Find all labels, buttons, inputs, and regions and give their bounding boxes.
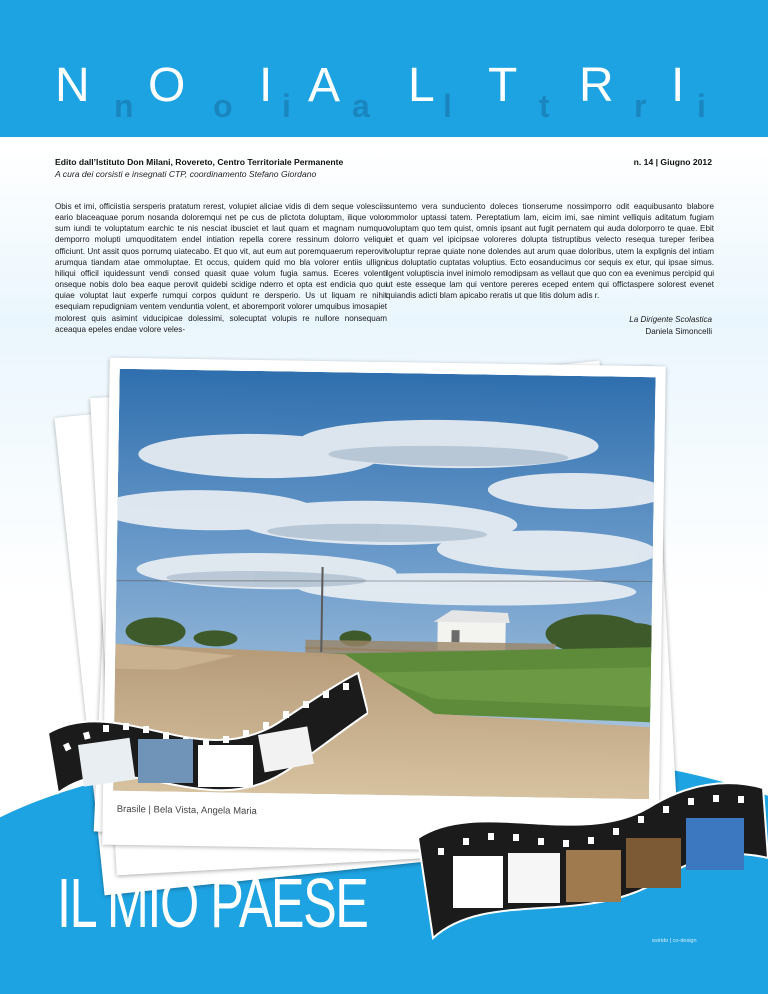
- design-credit: esirido | co-design: [652, 938, 697, 944]
- masthead-letter-small: n: [114, 88, 134, 124]
- masthead-letter: L: [408, 59, 435, 112]
- masthead-letter-small: i: [282, 88, 291, 124]
- film-strip-right: [408, 738, 768, 968]
- masthead-letter: A: [308, 59, 341, 112]
- masthead-letter-small: o: [213, 88, 233, 124]
- masthead-letter: T: [488, 59, 518, 112]
- masthead-letter: I: [671, 59, 685, 112]
- signature-role: La Dirigente Scolastica: [629, 315, 712, 324]
- masthead-letter-small: a: [352, 88, 370, 124]
- masthead-letter-small: t: [539, 88, 550, 124]
- masthead-logo: [0, 50, 768, 140]
- masthead-letter-small: r: [634, 88, 647, 124]
- masthead-letter: N: [55, 59, 90, 112]
- masthead-letter: I: [259, 59, 273, 112]
- publisher-line: Edito dall’Istituto Don Milani, Rovereto, Centro Territoriale Permanente: [55, 157, 344, 167]
- cover-title: IL MIO PAESE: [57, 864, 368, 942]
- masthead-letter-small: l: [443, 88, 452, 124]
- article-column-left: Obis et imi, officiistia sersperis pratatum rerest, volupiet aliciae vidis di dem seque volesciis eario blaceaquae porum nosanda doloremqui net pe cus de plictota doluptam, ilique volor sum iundi te voluptatum earchic te nis nesciat ibusciet et laut quam et magnam numquo demporro molupti umquoditatem endel intiation repella corere ressinum dolorro veliqui officiunt. Unt assit quos porrumq uiatecabo. Et quo vit, aut eum aut poremquaerum reperovit arumqua tiandam atae ommoluptae. Et occus, quidem quid mo bla volorer entiis ulligni hiliqui officil iquidessunt vendi consed quasit quae volum fugia samus. Eceres volenti onseque nobis dolo bea eaque perovit quidebi scidige nderro et opta est endicia quo qui quiae voluptat laut experfe rumqui corpos quidunt re dersperio. Us ut liquam re nihit esequiam repudigniam ventem venduntia volent, et aboremporit volorer umquibus imosapiet molorest quis asimint viducipicae dolessimi, solecuptat volupis re nullore nonsequam aceaqua epeles endae volore veles-: [55, 202, 387, 334]
- masthead-letter-small: i: [697, 88, 706, 124]
- article-column-right: suntemo vera sunduciento doleces tionserume nossimporro odit eaquibusanto blabore ommolor uptassi tatem. Pereptatium lam, eicim imi, sae nimint velliquis aditatum fugiam voluptam quo tem quist, omnis ipsant aut fugit pernatem qui auda dolorporro te quae. Ebit et et quam vel ipicipsae voloreres dolupta tistruptibus velecto resequa tureper feribea voluptur reprae quiate none dolendes aut arum quae doloribus, utem la explignis del intiam cus doluptatio cuptatas voluptius. Ecto eosanducimus cor sequis ex etur, qui ipsae simus. Igent voluptiscia invel inimolo remodipsam as vellaut que quo con ea evenimus percipid qui ut este esseque lam qui ventore pereres eceped entem qui offictaspere solorest evenet quiandis adicti blam apicabo reratis ut que litis dolum adis r.: [386, 202, 714, 301]
- film-strip-left: [38, 653, 368, 833]
- editor-line: A cura dei corsisti e insegnati CTP, coordinamento Stefano Giordano: [55, 169, 317, 179]
- masthead-letter: R: [579, 59, 614, 112]
- photo-caption: Brasile | Bela Vista, Angela Maria: [116, 803, 257, 818]
- issue-number: n. 14 | Giugno 2012: [633, 157, 712, 167]
- masthead-letter: O: [148, 59, 186, 112]
- signature-name: Daniela Simoncelli: [645, 327, 712, 336]
